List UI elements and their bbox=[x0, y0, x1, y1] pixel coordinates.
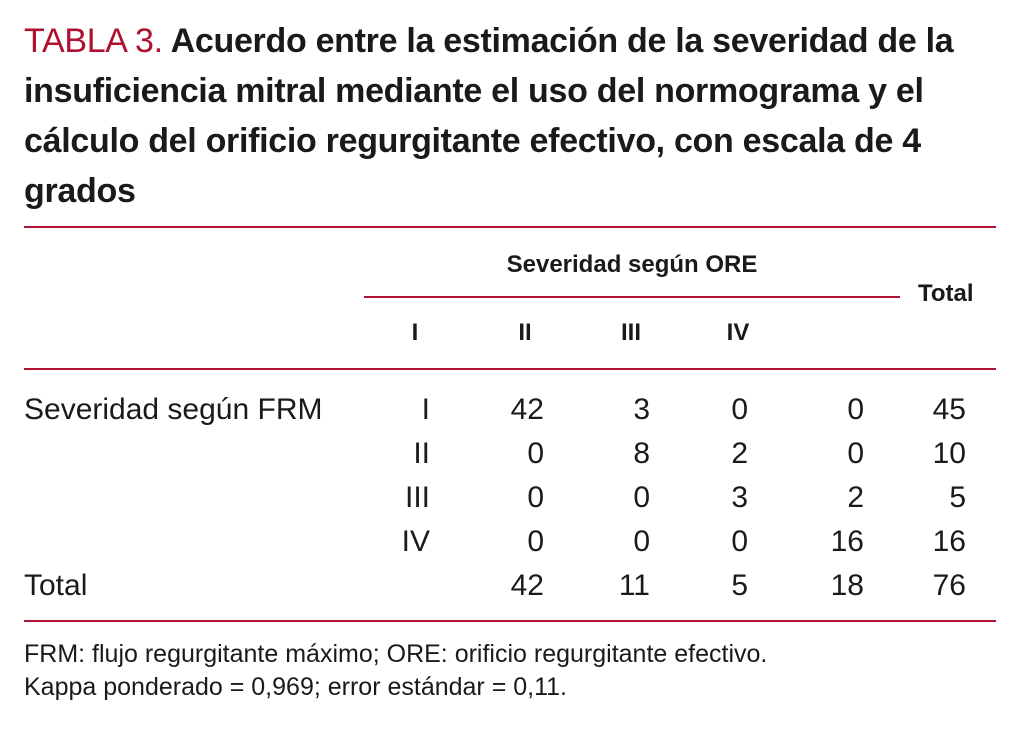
total-cell: 42 bbox=[510, 569, 544, 602]
col-header-3: III bbox=[620, 319, 641, 346]
top-rule bbox=[24, 226, 996, 228]
table-caption: Acuerdo entre la estimación de la severidad de la insuficiencia mitral mediante el uso del normograma y el cálculo del orificio regurgitante efectivo, con escala de 4 grados bbox=[24, 22, 954, 210]
table-cell: 8 bbox=[633, 437, 650, 470]
table-cell: 0 bbox=[847, 393, 864, 426]
table-cell: 0 bbox=[731, 393, 748, 426]
footnote-kappa: Kappa ponderado = 0,969; error estándar = 0,11. bbox=[24, 673, 567, 701]
table-cell: 3 bbox=[731, 481, 748, 514]
group-header-rule bbox=[364, 296, 900, 298]
row-group-label: Severidad según FRM bbox=[24, 393, 323, 426]
col-header-4: IV bbox=[726, 319, 750, 346]
row-label: II bbox=[413, 437, 430, 470]
total-row-label: Total bbox=[24, 569, 88, 602]
table-label: TABLA 3. bbox=[24, 22, 163, 60]
row-label: I bbox=[421, 393, 430, 426]
table-title bbox=[24, 16, 999, 216]
total-cell: 18 bbox=[830, 569, 864, 602]
table-cell: 16 bbox=[932, 525, 966, 558]
row-label: IV bbox=[401, 525, 430, 558]
table-cell: 0 bbox=[731, 525, 748, 558]
table-cell: 16 bbox=[830, 525, 864, 558]
table-cell: 0 bbox=[527, 481, 544, 514]
header-rule bbox=[24, 368, 996, 370]
table-cell: 2 bbox=[731, 437, 748, 470]
footnote-abbreviations: FRM: flujo regurgitante máximo; ORE: orificio regurgitante efectivo. bbox=[24, 640, 768, 668]
table-cell: 45 bbox=[932, 393, 966, 426]
total-cell: 11 bbox=[618, 569, 650, 602]
total-cell: 5 bbox=[731, 569, 748, 602]
col-header-2: II bbox=[518, 319, 532, 346]
table-cell: 0 bbox=[847, 437, 864, 470]
table-cell: 0 bbox=[527, 437, 544, 470]
total-cell: 76 bbox=[932, 569, 966, 602]
table-cell: 3 bbox=[633, 393, 650, 426]
group-header: Severidad según ORE bbox=[506, 251, 758, 278]
table-cell: 0 bbox=[527, 525, 544, 558]
row-label: III bbox=[404, 481, 430, 514]
table-cell: 0 bbox=[633, 525, 650, 558]
table-cell: 42 bbox=[510, 393, 544, 426]
table-cell: 5 bbox=[949, 481, 966, 514]
col-header-1: I bbox=[411, 319, 419, 346]
table-cell: 10 bbox=[932, 437, 966, 470]
table-cell: 0 bbox=[633, 481, 650, 514]
bottom-rule bbox=[24, 620, 996, 622]
table-cell: 2 bbox=[847, 481, 864, 514]
footnotes bbox=[24, 638, 999, 704]
total-header: Total bbox=[918, 280, 974, 307]
